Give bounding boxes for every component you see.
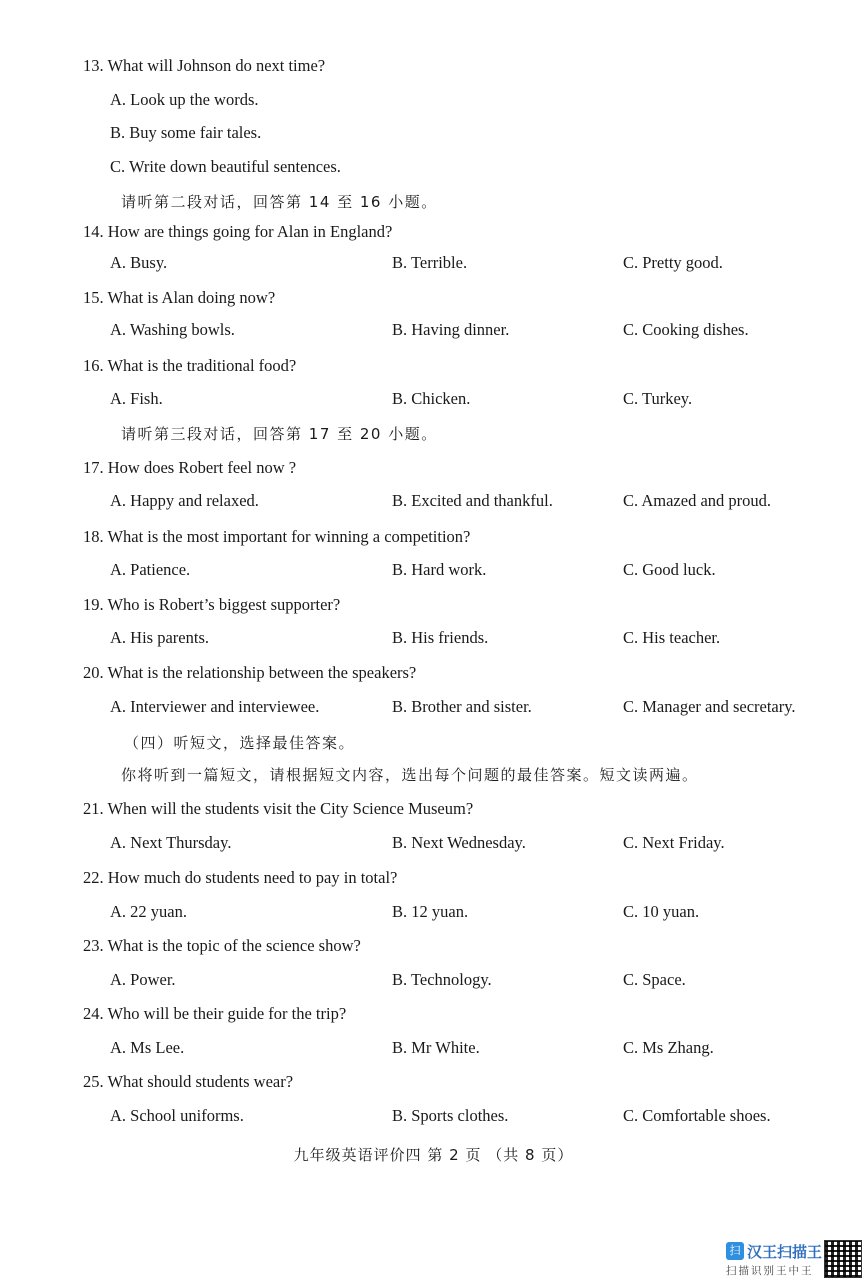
question-text: 16. What is the traditional food? bbox=[83, 356, 297, 375]
option-c: C. Comfortable shoes. bbox=[623, 1106, 771, 1125]
option-a: A. 22 yuan. bbox=[110, 902, 187, 921]
question bbox=[0, 222, 867, 248]
instruction-text: 请听第三段对话，回答第 17 至 20 小题。 bbox=[121, 425, 438, 443]
option-text: A. Look up the words. bbox=[110, 90, 259, 109]
qr-code-icon bbox=[824, 1240, 862, 1278]
option-b: B. 12 yuan. bbox=[392, 902, 469, 921]
scanner-app-name: 汉王扫描王 bbox=[747, 1243, 823, 1261]
option-text: C. Write down beautiful sentences. bbox=[110, 157, 341, 176]
option-text: B. Buy some fair tales. bbox=[110, 123, 262, 142]
instruction bbox=[0, 191, 867, 217]
options-row bbox=[0, 253, 867, 279]
question bbox=[0, 458, 867, 484]
section-heading bbox=[0, 732, 867, 758]
options-row bbox=[0, 491, 867, 517]
scanner-tagline: 扫描识别王中王 bbox=[726, 1265, 814, 1277]
option-c: C. Amazed and proud. bbox=[623, 491, 772, 510]
option-b: B. Excited and thankful. bbox=[392, 491, 553, 510]
option-c: C. Pretty good. bbox=[623, 253, 723, 272]
option-a: A. His parents. bbox=[110, 628, 209, 647]
page-footer: 九年级英语评价四 第 2 页 （共 8 页） bbox=[293, 1146, 574, 1164]
question bbox=[0, 1004, 867, 1030]
option-c: C. Ms Zhang. bbox=[623, 1038, 714, 1057]
instruction bbox=[0, 423, 867, 449]
option-b: B. Next Wednesday. bbox=[392, 833, 526, 852]
option-a: A. Power. bbox=[110, 970, 176, 989]
options-row bbox=[0, 1106, 867, 1132]
question-text: 19. Who is Robert’s biggest supporter? bbox=[83, 595, 341, 614]
option-a: A. Patience. bbox=[110, 560, 191, 579]
question-text: 18. What is the most important for winning a competition? bbox=[83, 527, 471, 546]
options-row bbox=[0, 902, 867, 928]
options-row bbox=[0, 697, 867, 723]
scanner-watermark bbox=[726, 1240, 862, 1280]
option-b: B. Brother and sister. bbox=[392, 697, 532, 716]
options-row bbox=[0, 628, 867, 654]
option-b: B. Hard work. bbox=[392, 560, 487, 579]
option-line bbox=[0, 90, 867, 116]
question-text: 25. What should students wear? bbox=[83, 1072, 294, 1091]
option-a: A. Next Thursday. bbox=[110, 833, 232, 852]
instruction bbox=[0, 764, 867, 790]
option-line bbox=[0, 157, 867, 183]
option-c: C. Manager and secretary. bbox=[623, 697, 796, 716]
option-c: C. His teacher. bbox=[623, 628, 721, 647]
option-c: C. Next Friday. bbox=[623, 833, 725, 852]
options-row bbox=[0, 389, 867, 415]
option-b: B. Technology. bbox=[392, 970, 492, 989]
question-text: 23. What is the topic of the science show? bbox=[83, 936, 361, 955]
option-b: B. Having dinner. bbox=[392, 320, 510, 339]
option-c: C. Turkey. bbox=[623, 389, 693, 408]
instruction-text: 请听第二段对话，回答第 14 至 16 小题。 bbox=[121, 193, 438, 211]
scanner-logo-icon: 扫 bbox=[726, 1242, 744, 1260]
options-row bbox=[0, 970, 867, 996]
question bbox=[0, 356, 867, 382]
instruction-text: 你将听到一篇短文，请根据短文内容，选出每个问题的最佳答案。短文读两遍。 bbox=[121, 766, 699, 784]
question-text: 17. How does Robert feel now ? bbox=[83, 458, 297, 477]
option-c: C. Good luck. bbox=[623, 560, 716, 579]
question bbox=[0, 527, 867, 553]
options-row bbox=[0, 560, 867, 586]
option-a: A. Happy and relaxed. bbox=[110, 491, 259, 510]
question-text: 22. How much do students need to pay in total? bbox=[83, 868, 398, 887]
option-c: C. 10 yuan. bbox=[623, 902, 700, 921]
question-text: 15. What is Alan doing now? bbox=[83, 288, 276, 307]
question bbox=[0, 595, 867, 621]
option-a: A. Fish. bbox=[110, 389, 163, 408]
option-a: A. Ms Lee. bbox=[110, 1038, 185, 1057]
option-a: A. School uniforms. bbox=[110, 1106, 244, 1125]
question bbox=[0, 56, 867, 82]
option-b: B. Mr White. bbox=[392, 1038, 480, 1057]
question bbox=[0, 799, 867, 825]
question bbox=[0, 868, 867, 894]
option-a: A. Busy. bbox=[110, 253, 168, 272]
options-row bbox=[0, 320, 867, 346]
option-a: A. Interviewer and interviewee. bbox=[110, 697, 320, 716]
option-b: B. His friends. bbox=[392, 628, 489, 647]
option-c: C. Cooking dishes. bbox=[623, 320, 749, 339]
question-text: 21. When will the students visit the City Science Museum? bbox=[83, 799, 474, 818]
question bbox=[0, 663, 867, 689]
option-b: B. Sports clothes. bbox=[392, 1106, 509, 1125]
question-text: 14. How are things going for Alan in England? bbox=[83, 222, 393, 241]
section-text: （四）听短文，选择最佳答案。 bbox=[124, 734, 356, 752]
question-text: 13. What will Johnson do next time? bbox=[83, 56, 326, 75]
question-text: 24. Who will be their guide for the trip? bbox=[83, 1004, 347, 1023]
options-row bbox=[0, 1038, 867, 1064]
option-b: B. Terrible. bbox=[392, 253, 468, 272]
options-row bbox=[0, 833, 867, 859]
option-line bbox=[0, 123, 867, 149]
question bbox=[0, 936, 867, 962]
question bbox=[0, 1072, 867, 1098]
question-text: 20. What is the relationship between the speakers? bbox=[83, 663, 417, 682]
question bbox=[0, 288, 867, 314]
option-a: A. Washing bowls. bbox=[110, 320, 235, 339]
option-c: C. Space. bbox=[623, 970, 686, 989]
option-b: B. Chicken. bbox=[392, 389, 471, 408]
